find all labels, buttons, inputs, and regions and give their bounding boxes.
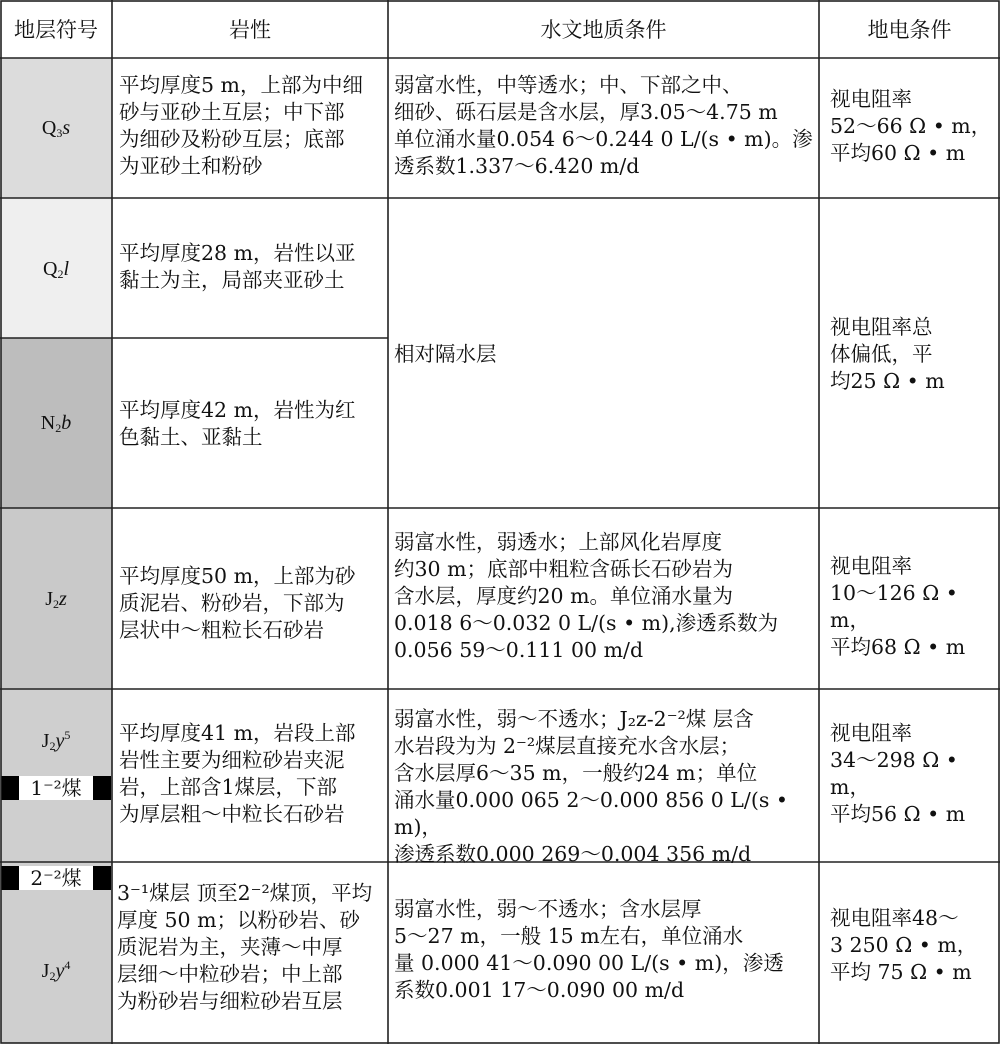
lithology-n2b: 平均厚度42 m，岩性为红 色黏土、亚黏土 bbox=[119, 398, 356, 449]
hydrogeology-j2y4: 弱富水性，弱～不透水；含水层厚 5～27 m，一般 15 m左右，单位涌水 量 0.000 41～0.090 00 L/(s • m)，渗透 系数0.001 17～0.090 00 m/d bbox=[394, 897, 784, 1002]
symbol-j2y4: $J_2y^4$ bbox=[41, 958, 71, 983]
geoelectric-j2z: 视电阻率 10～126 Ω • m， 平均68 Ω • m bbox=[830, 554, 966, 659]
coal-seam-label: 2⁻²煤 bbox=[30, 866, 82, 890]
geoelectric-j2y5: 视电阻率 34～298 Ω • m， 平均56 Ω • m bbox=[830, 721, 966, 826]
geoelectric-low: 视电阻率总 体偏低，平 均25 Ω • m bbox=[830, 315, 945, 393]
header-symbol: 地层符号 bbox=[14, 18, 98, 42]
lithology-j2y5: 平均厚度41 m，岩段上部 岩性主要为细粒砂岩夹泥 岩，上部含1煤层，下部 为厚层粗～中粒长石砂岩 bbox=[119, 721, 356, 826]
hydrogeology-q3s: 弱富水性，中等透水；中、下部之中、 细砂、砾石层是含水层，厚3.05～4.75 m 单位涌水量0.054 6～0.244 0 L/(s • m)。渗 透系数1.337～6.420 m/d bbox=[394, 73, 813, 178]
symbol-q2l: $Q_2l$ bbox=[42, 258, 69, 281]
header-lithology: 岩性 bbox=[229, 18, 271, 42]
hydrogeology-aquitard: 相对隔水层 bbox=[394, 342, 497, 366]
hydrogeology-j2z: 弱富水性，弱透水；上部风化岩厚度 约30 m；底部中粗粒含砾长石砂岩为 含水层，厚度约20 m。单位涌水量为 0.018 6～0.032 0 L/(s • m),渗透系数为 0.056 59～0.111 00 m/d bbox=[394, 530, 779, 662]
symbol-j2y5: $J_2y^5$ bbox=[41, 728, 71, 753]
lithology-j2z: 平均厚度50 m，上部为砂 质泥岩、粉砂岩，下部为 层状中～粗粒长石砂岩 bbox=[119, 564, 356, 642]
coal-seam-label: 1⁻²煤 bbox=[30, 776, 82, 800]
symbol-q3s: $Q_3s$ bbox=[41, 117, 71, 140]
hydrogeology-j2y5: 弱富水性，弱～不透水；J₂z-2⁻²煤 层含 水岩段为为 2⁻²煤层直接充水含水层； 含水层厚6～35 m，一般约24 m；单位 涌水量0.000 065 2～0.000 856 0 L/(s • m)， 渗透系数0.000 269～0.004 356 m/d bbox=[394, 707, 788, 866]
header-geoelectric: 地电条件 bbox=[867, 18, 952, 42]
symbol-n2b: $N_2b$ bbox=[40, 412, 72, 435]
geoelectric-j2y4: 视电阻率48～ 3 250 Ω • m， 平均 75 Ω • m bbox=[830, 906, 978, 984]
lithology-j2y4: 3⁻¹煤层 顶至2⁻²煤顶，平均 厚度 50 m；以粉砂岩、砂 质泥岩为主，夹薄～中厚 层细～中粒砂岩；中上部 为粉砂岩与细粒砂岩互层 bbox=[117, 881, 373, 1013]
symbol-j2z: $J_2z$ bbox=[45, 588, 67, 611]
lithology-q3s: 平均厚度5 m，上部为中细 砂与亚砂土互层；中下部 为细砂及粉砂互层；底部 为亚砂土和粉砂 bbox=[119, 73, 363, 178]
lithology-q2l: 平均厚度28 m，岩性以亚 黏土为主，局部夹亚砂土 bbox=[119, 241, 356, 292]
header-hydrogeology: 水文地质条件 bbox=[540, 18, 667, 42]
geoelectric-q3s: 视电阻率 52～66 Ω • m， 平均60 Ω • m bbox=[830, 87, 992, 165]
